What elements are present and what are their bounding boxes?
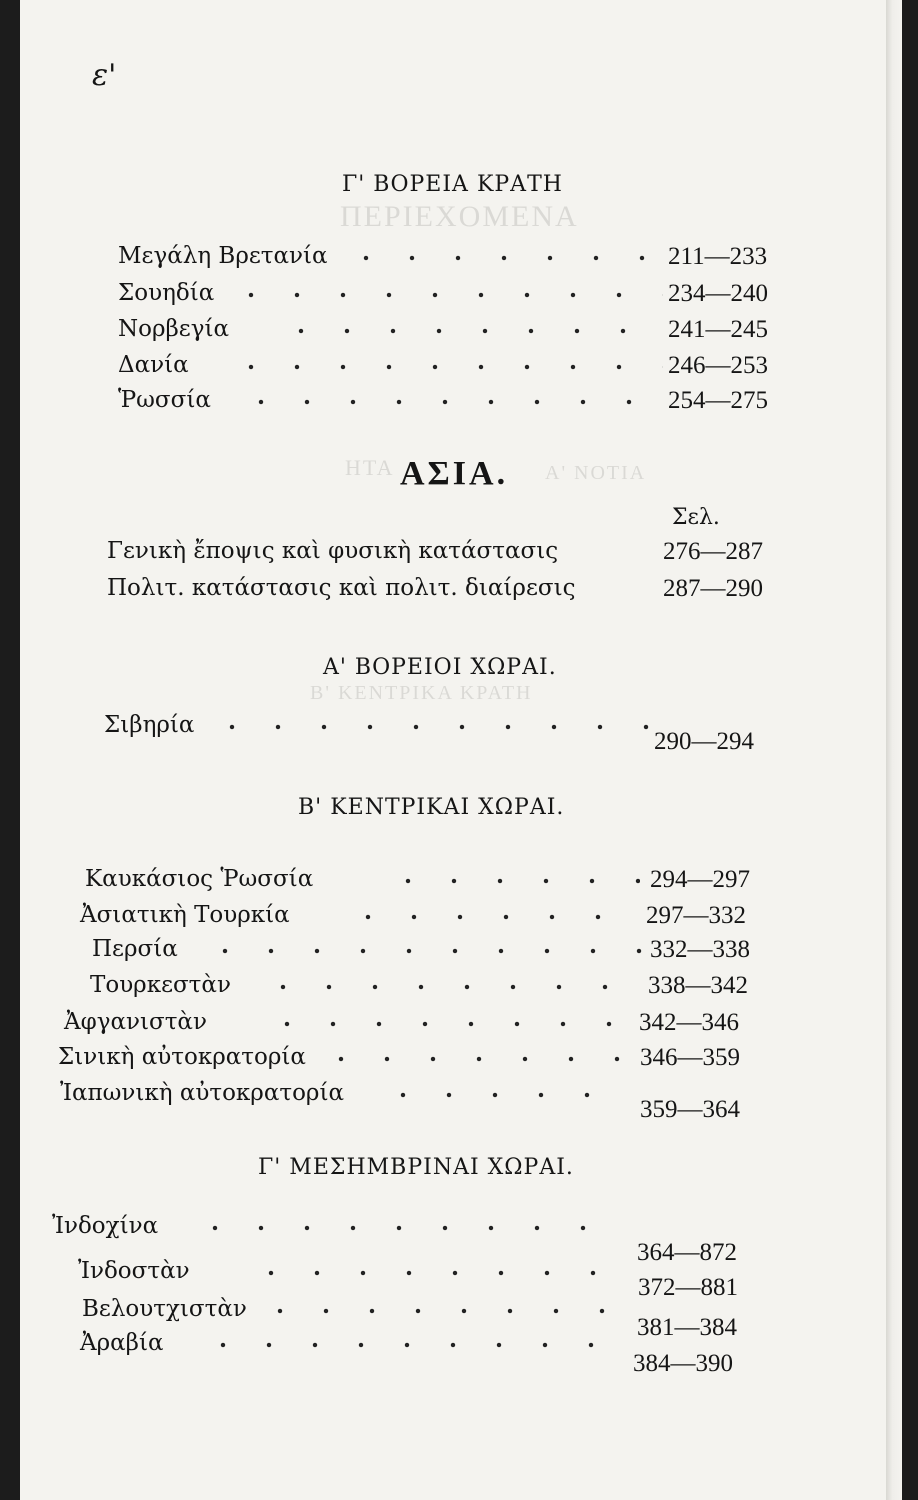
entry-pages: 290—294 [654, 728, 754, 755]
entry-pages: 246—253 [668, 352, 768, 379]
toc-entry [82, 1296, 802, 1341]
entry-pages: 287—290 [663, 575, 763, 602]
entry-pages: 381—384 [637, 1314, 737, 1341]
toc-entry [78, 1258, 798, 1301]
entry-name: Περσία [92, 936, 178, 962]
leader-dots [264, 1017, 624, 1031]
entry-name: Ἰνδοστὰν [78, 1258, 190, 1284]
leader-dots [343, 251, 663, 265]
entry-pages: 276—287 [663, 538, 763, 565]
section-heading: Β' ΚΕΝΤΡΙΚΑΙ ΧΩΡΑΙ. [298, 795, 565, 820]
leader-dots [200, 1338, 620, 1352]
toc-entry [85, 866, 815, 900]
leader-dots [318, 1052, 623, 1066]
leader-dots [345, 910, 635, 924]
entry-name: Καυκάσιος Ῥωσσία [85, 866, 314, 892]
entry-pages: 332—338 [650, 936, 750, 963]
entry-pages: 338—342 [648, 972, 748, 999]
entry-name: Ἀσιατικὴ Τουρκία [80, 902, 290, 928]
toc-entry [118, 316, 818, 350]
toc-entry [52, 1213, 792, 1266]
entry-pages: 234—240 [668, 280, 768, 307]
toc-entry [118, 280, 818, 314]
entry-pages: 297—332 [646, 902, 746, 929]
leader-dots [380, 1088, 620, 1102]
toc-entry [64, 1009, 804, 1043]
leader-dots [209, 720, 649, 734]
book-page [20, 0, 902, 1500]
toc-entry [80, 1330, 800, 1377]
entry-pages: 342—346 [639, 1009, 739, 1036]
entry-pages: 241—245 [668, 316, 768, 343]
toc-entry [118, 387, 818, 421]
toc-entry [80, 902, 810, 936]
entry-name: Ἀραβία [80, 1330, 164, 1356]
leader-dots [228, 288, 663, 302]
entry-name: Ἰνδοχίνα [52, 1213, 159, 1239]
section-heading: Α' ΒΟΡΕΙΟΙ ΧΩΡΑΙ. [323, 655, 557, 680]
section-heading: Γ' ΜΕΣΗΜΒΡΙΝΑΙ ΧΩΡΑΙ. [258, 1155, 574, 1180]
bleed-through-text: ΗΤΑ [345, 455, 395, 480]
leader-dots [202, 944, 642, 958]
section-heading: Γ' ΒΟΡΕΙΑ ΚΡΑΤΗ [342, 172, 563, 197]
entry-name: Δανία [118, 352, 189, 378]
entry-name: Ῥωσσία [118, 387, 211, 413]
page-column-label: Σελ. [672, 505, 720, 530]
entry-pages: 384—390 [633, 1350, 733, 1377]
entry-pages: 372—881 [638, 1274, 738, 1301]
leader-dots [228, 360, 663, 374]
entry-name: Γενικὴ ἔποψις καὶ φυσικὴ κατάστασις [107, 538, 559, 564]
entry-pages: 211—233 [668, 243, 768, 270]
entry-name: Ἰαπωνικὴ αὐτοκρατορία [60, 1080, 345, 1106]
entry-name: Βελουτχιστὰν [82, 1296, 247, 1322]
entry-pages: 294—297 [650, 866, 750, 893]
entry-pages: 346—359 [640, 1044, 740, 1071]
toc-entry [118, 352, 818, 386]
entry-pages: 359—364 [640, 1096, 740, 1123]
entry-name: Νορβεγία [118, 316, 230, 342]
leader-dots [278, 324, 663, 338]
entry-name: Σιβηρία [104, 712, 195, 738]
leader-dots [260, 980, 640, 994]
entry-pages: 254—275 [668, 387, 768, 414]
toc-entry [58, 1044, 798, 1078]
entry-name: Πολιτ. κατάστασις καὶ πολιτ. διαίρεσις [107, 575, 576, 601]
entry-name: Σουηδία [118, 280, 215, 306]
entry-pages: 364—872 [637, 1239, 737, 1266]
toc-entry [118, 243, 818, 277]
entry-name: Μεγάλη Βρετανία [118, 243, 328, 269]
entry-name: Τουρκεστὰν [90, 972, 231, 998]
leader-dots [238, 395, 663, 409]
toc-entry [90, 972, 810, 1006]
entry-name: Σινικὴ αὐτοκρατορία [58, 1044, 306, 1070]
page-number: ε' [92, 58, 117, 93]
toc-entry [92, 936, 812, 970]
bleed-through-title: ΠΕΡΙΕΧΟΜΕΝΑ [340, 200, 579, 233]
part-title: ΑΣΙΑ. [400, 455, 509, 492]
bleed-through-text: Α' ΝΟΤΙΑ [545, 462, 647, 484]
bleed-through-text: Β' ΚΕΝΤΡΙΚΑ ΚΡΑΤΗ [310, 682, 533, 704]
toc-entry [60, 1080, 800, 1123]
entry-name: Ἀφγανιστὰν [64, 1009, 207, 1035]
leader-dots [257, 1304, 617, 1318]
toc-entry [104, 712, 814, 755]
leader-dots [385, 874, 640, 888]
page-edge [886, 0, 902, 1500]
toc-entry [107, 538, 817, 572]
toc-entry [107, 575, 817, 609]
leader-dots [248, 1266, 618, 1280]
leader-dots [192, 1221, 612, 1235]
